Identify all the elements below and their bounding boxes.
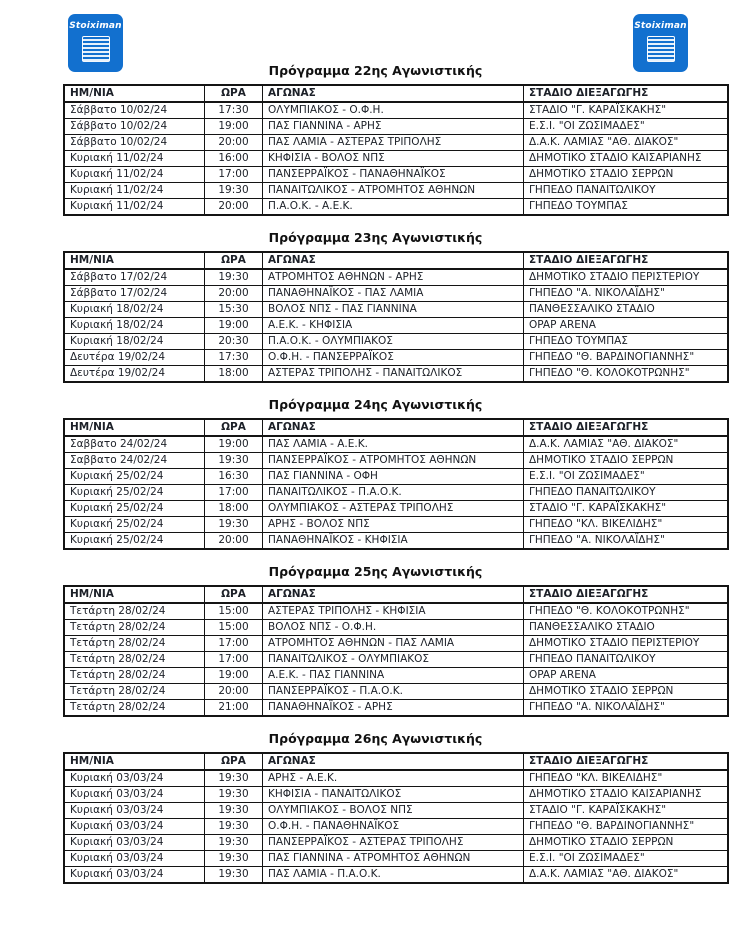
match-cell: ΠΑΣ ΓΙΑΝΝΙΝΑ - ΑΡΗΣ [263, 119, 524, 135]
match-row [64, 199, 728, 216]
match-cell: ΒΟΛΟΣ ΝΠΣ - ΠΑΣ ΓΙΑΝΝΙΝΑ [263, 302, 524, 318]
time-cell: 19:30 [205, 835, 263, 851]
date-cell: Σάββατο 10/02/24 [64, 135, 205, 151]
stoiximan-crest-icon [82, 36, 110, 62]
match-cell: ΠΑΣ ΓΙΑΝΝΙΝΑ - ΑΤΡΟΜΗΤΟΣ ΑΘΗΝΩΝ [263, 851, 524, 867]
stoiximan-logo-text: Stoiximan [634, 21, 687, 31]
date-cell: Κυριακή 03/03/24 [64, 819, 205, 835]
schedule-table [63, 84, 729, 216]
table-header-row [64, 753, 728, 770]
column-header-time: ΩΡΑ [205, 85, 263, 102]
match-row [64, 636, 728, 652]
venue-cell: OPAP ARENA [524, 668, 729, 684]
date-cell: Κυριακή 25/02/24 [64, 469, 205, 485]
match-row [64, 819, 728, 835]
matchday-section [63, 564, 700, 717]
time-cell: 20:00 [205, 135, 263, 151]
stoiximan-crest-icon [647, 36, 675, 62]
match-row [64, 603, 728, 620]
match-cell: ΚΗΦΙΣΙΑ - ΒΟΛΟΣ ΝΠΣ [263, 151, 524, 167]
time-cell: 19:30 [205, 851, 263, 867]
column-header-time: ΩΡΑ [205, 419, 263, 436]
venue-cell: ΓΗΠΕΔΟ "Α. ΝΙΚΟΛΑΪΔΗΣ" [524, 286, 729, 302]
venue-cell: ΔΗΜΟΤΙΚΟ ΣΤΑΔΙΟ ΚΑΙΣΑΡΙΑΝΗΣ [524, 787, 729, 803]
match-row [64, 668, 728, 684]
date-cell: Τετάρτη 28/02/24 [64, 603, 205, 620]
time-cell: 19:00 [205, 668, 263, 684]
time-cell: 19:30 [205, 453, 263, 469]
match-cell: ΑΤΡΟΜΗΤΟΣ ΑΘΗΝΩΝ - ΑΡΗΣ [263, 269, 524, 286]
match-cell: ΚΗΦΙΣΙΑ - ΠΑΝΑΙΤΩΛΙΚΟΣ [263, 787, 524, 803]
column-header-venue: ΣΤΑΔΙΟ ΔΙΕΞΑΓΩΓΗΣ [524, 753, 729, 770]
date-cell: Σαββατο 24/02/24 [64, 453, 205, 469]
match-row [64, 269, 728, 286]
time-cell: 19:30 [205, 517, 263, 533]
column-header-venue: ΣΤΑΔΙΟ ΔΙΕΞΑΓΩΓΗΣ [524, 419, 729, 436]
table-body [64, 603, 728, 716]
match-cell: ΠΑΝΑΙΤΩΛΙΚΟΣ - ΑΤΡΟΜΗΤΟΣ ΑΘΗΝΩΝ [263, 183, 524, 199]
match-cell: ΠΑΝΑΘΗΝΑΪΚΟΣ - ΚΗΦΙΣΙΑ [263, 533, 524, 550]
column-header-venue: ΣΤΑΔΙΟ ΔΙΕΞΑΓΩΓΗΣ [524, 85, 729, 102]
venue-cell: Δ.Α.Κ. ΛΑΜΙΑΣ "ΑΘ. ΔΙΑΚΟΣ" [524, 135, 729, 151]
date-cell: Σάββατο 10/02/24 [64, 119, 205, 135]
matchday-title: Πρόγραμμα 24ης Αγωνιστικής [268, 397, 483, 412]
date-cell: Κυριακή 03/03/24 [64, 867, 205, 884]
match-cell: Ο.Φ.Η. - ΠΑΝΣΕΡΡΑΪΚΟΣ [263, 350, 524, 366]
match-cell: Π.Α.Ο.Κ. - ΟΛΥΜΠΙΑΚΟΣ [263, 334, 524, 350]
match-row [64, 183, 728, 199]
match-cell: Α.Ε.Κ. - ΚΗΦΙΣΙΑ [263, 318, 524, 334]
match-row [64, 135, 728, 151]
time-cell: 19:30 [205, 803, 263, 819]
matchday-title: Πρόγραμμα 26ης Αγωνιστικής [268, 731, 483, 746]
match-row [64, 501, 728, 517]
date-cell: Κυριακή 03/03/24 [64, 770, 205, 787]
time-cell: 18:00 [205, 366, 263, 383]
table-body [64, 269, 728, 382]
time-cell: 21:00 [205, 700, 263, 717]
column-header-time: ΩΡΑ [205, 586, 263, 603]
match-row [64, 469, 728, 485]
column-header-venue: ΣΤΑΔΙΟ ΔΙΕΞΑΓΩΓΗΣ [524, 586, 729, 603]
match-row [64, 485, 728, 501]
date-cell: Κυριακή 25/02/24 [64, 533, 205, 550]
time-cell: 17:30 [205, 350, 263, 366]
venue-cell: ΓΗΠΕΔΟ ΤΟΥΜΠΑΣ [524, 199, 729, 216]
time-cell: 20:00 [205, 199, 263, 216]
sections-root [63, 60, 702, 884]
time-cell: 19:30 [205, 867, 263, 884]
matchday-section [63, 230, 700, 383]
time-cell: 19:30 [205, 770, 263, 787]
venue-cell: ΔΗΜΟΤΙΚΟ ΣΤΑΔΙΟ ΣΕΡΡΩΝ [524, 167, 729, 183]
venue-cell: ΓΗΠΕΔΟ ΠΑΝΑΙΤΩΛΙΚΟΥ [524, 652, 729, 668]
column-header-date: ΗΜ/ΝΙΑ [64, 753, 205, 770]
time-cell: 17:00 [205, 485, 263, 501]
match-row [64, 851, 728, 867]
venue-cell: ΓΗΠΕΔΟ ΤΟΥΜΠΑΣ [524, 334, 729, 350]
column-header-venue: ΣΤΑΔΙΟ ΔΙΕΞΑΓΩΓΗΣ [524, 252, 729, 269]
date-cell: Κυριακή 11/02/24 [64, 151, 205, 167]
match-row [64, 803, 728, 819]
venue-cell: ΔΗΜΟΤΙΚΟ ΣΤΑΔΙΟ ΚΑΙΣΑΡΙΑΝΗΣ [524, 151, 729, 167]
match-cell: ΠΑΝΣΕΡΡΑΪΚΟΣ - ΑΣΤΕΡΑΣ ΤΡΙΠΟΛΗΣ [263, 835, 524, 851]
date-cell: Δευτέρα 19/02/24 [64, 366, 205, 383]
date-cell: Σάββατο 17/02/24 [64, 286, 205, 302]
date-cell: Δευτέρα 19/02/24 [64, 350, 205, 366]
venue-cell: OPAP ARENA [524, 318, 729, 334]
date-cell: Κυριακή 03/03/24 [64, 851, 205, 867]
match-cell: ΟΛΥΜΠΙΑΚΟΣ - ΒΟΛΟΣ ΝΠΣ [263, 803, 524, 819]
match-cell: ΠΑΝΣΕΡΡΑΪΚΟΣ - ΑΤΡΟΜΗΤΟΣ ΑΘΗΝΩΝ [263, 453, 524, 469]
table-body [64, 770, 728, 883]
time-cell: 15:00 [205, 603, 263, 620]
venue-cell: ΣΤΑΔΙΟ "Γ. ΚΑΡΑΪΣΚΑΚΗΣ" [524, 102, 729, 119]
venue-cell: ΓΗΠΕΔΟ "ΚΛ. ΒΙΚΕΛΙΔΗΣ" [524, 517, 729, 533]
match-cell: ΑΤΡΟΜΗΤΟΣ ΑΘΗΝΩΝ - ΠΑΣ ΛΑΜΙΑ [263, 636, 524, 652]
date-cell: Τετάρτη 28/02/24 [64, 684, 205, 700]
date-cell: Κυριακή 03/03/24 [64, 787, 205, 803]
match-cell: ΠΑΝΑΙΤΩΛΙΚΟΣ - Π.Α.Ο.Κ. [263, 485, 524, 501]
time-cell: 15:30 [205, 302, 263, 318]
match-cell: ΟΛΥΜΠΙΑΚΟΣ - Ο.Φ.Η. [263, 102, 524, 119]
time-cell: 19:30 [205, 269, 263, 286]
match-row [64, 533, 728, 550]
match-row [64, 151, 728, 167]
column-header-match: ΑΓΩΝΑΣ [263, 586, 524, 603]
column-header-time: ΩΡΑ [205, 753, 263, 770]
column-header-match: ΑΓΩΝΑΣ [263, 252, 524, 269]
column-header-time: ΩΡΑ [205, 252, 263, 269]
match-row [64, 334, 728, 350]
date-cell: Κυριακή 03/03/24 [64, 835, 205, 851]
venue-cell: Δ.Α.Κ. ΛΑΜΙΑΣ "ΑΘ. ΔΙΑΚΟΣ" [524, 436, 729, 453]
venue-cell: ΔΗΜΟΤΙΚΟ ΣΤΑΔΙΟ ΣΕΡΡΩΝ [524, 684, 729, 700]
venue-cell: ΔΗΜΟΤΙΚΟ ΣΤΑΔΙΟ ΣΕΡΡΩΝ [524, 453, 729, 469]
match-cell: ΠΑΝΣΕΡΡΑΪΚΟΣ - Π.Α.Ο.Κ. [263, 684, 524, 700]
match-cell: ΑΡΗΣ - Α.Ε.Κ. [263, 770, 524, 787]
match-row [64, 350, 728, 366]
date-cell: Τετάρτη 28/02/24 [64, 652, 205, 668]
table-body [64, 436, 728, 549]
time-cell: 20:00 [205, 286, 263, 302]
schedule-table [63, 585, 729, 717]
venue-cell: ΣΤΑΔΙΟ "Γ. ΚΑΡΑΪΣΚΑΚΗΣ" [524, 501, 729, 517]
column-header-match: ΑΓΩΝΑΣ [263, 419, 524, 436]
date-cell: Κυριακή 11/02/24 [64, 199, 205, 216]
date-cell: Κυριακή 25/02/24 [64, 501, 205, 517]
venue-cell: ΓΗΠΕΔΟ "Α. ΝΙΚΟΛΑΪΔΗΣ" [524, 533, 729, 550]
date-cell: Σαββατο 24/02/24 [64, 436, 205, 453]
schedule-table [63, 752, 729, 884]
date-cell: Κυριακή 18/02/24 [64, 334, 205, 350]
matchday-title: Πρόγραμμα 23ης Αγωνιστικής [268, 230, 483, 245]
match-row [64, 453, 728, 469]
date-cell: Τετάρτη 28/02/24 [64, 700, 205, 717]
date-cell: Κυριακή 11/02/24 [64, 167, 205, 183]
venue-cell: Ε.Σ.Ι. "ΟΙ ΖΩΣΙΜΑΔΕΣ" [524, 469, 729, 485]
venue-cell: ΓΗΠΕΔΟ "Α. ΝΙΚΟΛΑΪΔΗΣ" [524, 700, 729, 717]
venue-cell: Ε.Σ.Ι. "ΟΙ ΖΩΣΙΜΑΔΕΣ" [524, 119, 729, 135]
time-cell: 19:00 [205, 436, 263, 453]
date-cell: Σάββατο 10/02/24 [64, 102, 205, 119]
schedule-table [63, 251, 729, 383]
time-cell: 16:00 [205, 151, 263, 167]
time-cell: 17:30 [205, 102, 263, 119]
match-cell: Α.Ε.Κ. - ΠΑΣ ΓΙΑΝΝΙΝΑ [263, 668, 524, 684]
match-row [64, 835, 728, 851]
date-cell: Κυριακή 03/03/24 [64, 803, 205, 819]
time-cell: 16:30 [205, 469, 263, 485]
match-cell: ΠΑΣ ΓΙΑΝΝΙΝΑ - ΟΦΗ [263, 469, 524, 485]
match-row [64, 620, 728, 636]
match-cell: ΑΣΤΕΡΑΣ ΤΡΙΠΟΛΗΣ - ΚΗΦΙΣΙΑ [263, 603, 524, 620]
time-cell: 20:00 [205, 684, 263, 700]
table-header-row [64, 419, 728, 436]
match-cell: Ο.Φ.Η. - ΠΑΝΑΘΗΝΑΪΚΟΣ [263, 819, 524, 835]
match-row [64, 302, 728, 318]
match-cell: ΑΡΗΣ - ΒΟΛΟΣ ΝΠΣ [263, 517, 524, 533]
match-row [64, 167, 728, 183]
match-cell: ΑΣΤΕΡΑΣ ΤΡΙΠΟΛΗΣ - ΠΑΝΑΙΤΩΛΙΚΟΣ [263, 366, 524, 383]
table-header-row [64, 252, 728, 269]
time-cell: 17:00 [205, 652, 263, 668]
column-header-match: ΑΓΩΝΑΣ [263, 753, 524, 770]
match-row [64, 366, 728, 383]
match-row [64, 102, 728, 119]
column-header-date: ΗΜ/ΝΙΑ [64, 419, 205, 436]
venue-cell: ΓΗΠΕΔΟ "Θ. ΚΟΛΟΚΟΤΡΩΝΗΣ" [524, 603, 729, 620]
table-header-row [64, 85, 728, 102]
time-cell: 19:30 [205, 819, 263, 835]
date-cell: Τετάρτη 28/02/24 [64, 636, 205, 652]
venue-cell: ΓΗΠΕΔΟ "Θ. ΒΑΡΔΙΝΟΓΙΑΝΝΗΣ" [524, 350, 729, 366]
match-row [64, 318, 728, 334]
matchday-section [63, 63, 702, 216]
time-cell: 19:00 [205, 119, 263, 135]
venue-cell: Δ.Α.Κ. ΛΑΜΙΑΣ "ΑΘ. ΔΙΑΚΟΣ" [524, 867, 729, 884]
column-header-date: ΗΜ/ΝΙΑ [64, 586, 205, 603]
matchday-title: Πρόγραμμα 25ης Αγωνιστικής [268, 564, 483, 579]
match-row [64, 517, 728, 533]
column-header-date: ΗΜ/ΝΙΑ [64, 85, 205, 102]
match-row [64, 867, 728, 884]
matchday-title: Πρόγραμμα 22ης Αγωνιστικής [268, 63, 483, 78]
match-row [64, 286, 728, 302]
time-cell: 19:30 [205, 787, 263, 803]
date-cell: Κυριακή 18/02/24 [64, 302, 205, 318]
match-row [64, 770, 728, 787]
time-cell: 18:00 [205, 501, 263, 517]
match-cell: ΠΑΣ ΛΑΜΙΑ - ΑΣΤΕΡΑΣ ΤΡΙΠΟΛΗΣ [263, 135, 524, 151]
column-header-match: ΑΓΩΝΑΣ [263, 85, 524, 102]
table-header-row [64, 586, 728, 603]
venue-cell: ΓΗΠΕΔΟ ΠΑΝΑΙΤΩΛΙΚΟΥ [524, 485, 729, 501]
matchday-section [63, 731, 702, 884]
date-cell: Κυριακή 11/02/24 [64, 183, 205, 199]
date-cell: Σάββατο 17/02/24 [64, 269, 205, 286]
venue-cell: ΓΗΠΕΔΟ "ΚΛ. ΒΙΚΕΛΙΔΗΣ" [524, 770, 729, 787]
date-cell: Κυριακή 18/02/24 [64, 318, 205, 334]
match-cell: Π.Α.Ο.Κ. - Α.Ε.Κ. [263, 199, 524, 216]
column-header-date: ΗΜ/ΝΙΑ [64, 252, 205, 269]
venue-cell: ΓΗΠΕΔΟ "Θ. ΒΑΡΔΙΝΟΓΙΑΝΝΗΣ" [524, 819, 729, 835]
match-row [64, 787, 728, 803]
match-row [64, 652, 728, 668]
time-cell: 15:00 [205, 620, 263, 636]
venue-cell: Ε.Σ.Ι. "ΟΙ ΖΩΣΙΜΑΔΕΣ" [524, 851, 729, 867]
time-cell: 17:00 [205, 636, 263, 652]
match-cell: ΠΑΝΑΘΗΝΑΪΚΟΣ - ΑΡΗΣ [263, 700, 524, 717]
match-row [64, 700, 728, 717]
matchday-section [63, 398, 688, 550]
match-row [64, 436, 728, 453]
venue-cell: ΔΗΜΟΤΙΚΟ ΣΤΑΔΙΟ ΣΕΡΡΩΝ [524, 835, 729, 851]
venue-cell: ΓΗΠΕΔΟ ΠΑΝΑΙΤΩΛΙΚΟΥ [524, 183, 729, 199]
match-cell: ΠΑΣ ΛΑΜΙΑ - Α.Ε.Κ. [263, 436, 524, 453]
match-cell: ΒΟΛΟΣ ΝΠΣ - Ο.Φ.Η. [263, 620, 524, 636]
match-row [64, 119, 728, 135]
time-cell: 17:00 [205, 167, 263, 183]
venue-cell: ΓΗΠΕΔΟ "Θ. ΚΟΛΟΚΟΤΡΩΝΗΣ" [524, 366, 729, 383]
stoiximan-logo-text: Stoiximan [69, 21, 122, 31]
match-cell: ΟΛΥΜΠΙΑΚΟΣ - ΑΣΤΕΡΑΣ ΤΡΙΠΟΛΗΣ [263, 501, 524, 517]
match-cell: ΠΑΝΣΕΡΡΑΪΚΟΣ - ΠΑΝΑΘΗΝΑΪΚΟΣ [263, 167, 524, 183]
time-cell: 20:00 [205, 533, 263, 550]
venue-cell: ΔΗΜΟΤΙΚΟ ΣΤΑΔΙΟ ΠΕΡΙΣΤΕΡΙΟΥ [524, 636, 729, 652]
table-body [64, 102, 728, 215]
venue-cell: ΠΑΝΘΕΣΣΑΛΙΚΟ ΣΤΑΔΙΟ [524, 302, 729, 318]
time-cell: 20:30 [205, 334, 263, 350]
date-cell: Τετάρτη 28/02/24 [64, 620, 205, 636]
date-cell: Κυριακή 25/02/24 [64, 485, 205, 501]
venue-cell: ΣΤΑΔΙΟ "Γ. ΚΑΡΑΪΣΚΑΚΗΣ" [524, 803, 729, 819]
date-cell: Τετάρτη 28/02/24 [64, 668, 205, 684]
match-cell: ΠΑΣ ΛΑΜΙΑ - Π.Α.Ο.Κ. [263, 867, 524, 884]
venue-cell: ΔΗΜΟΤΙΚΟ ΣΤΑΔΙΟ ΠΕΡΙΣΤΕΡΙΟΥ [524, 269, 729, 286]
time-cell: 19:00 [205, 318, 263, 334]
venue-cell: ΠΑΝΘΕΣΣΑΛΙΚΟ ΣΤΑΔΙΟ [524, 620, 729, 636]
match-cell: ΠΑΝΑΘΗΝΑΪΚΟΣ - ΠΑΣ ΛΑΜΙΑ [263, 286, 524, 302]
date-cell: Κυριακή 25/02/24 [64, 517, 205, 533]
match-cell: ΠΑΝΑΙΤΩΛΙΚΟΣ - ΟΛΥΜΠΙΑΚΟΣ [263, 652, 524, 668]
match-row [64, 684, 728, 700]
time-cell: 19:30 [205, 183, 263, 199]
schedule-table [63, 418, 729, 550]
